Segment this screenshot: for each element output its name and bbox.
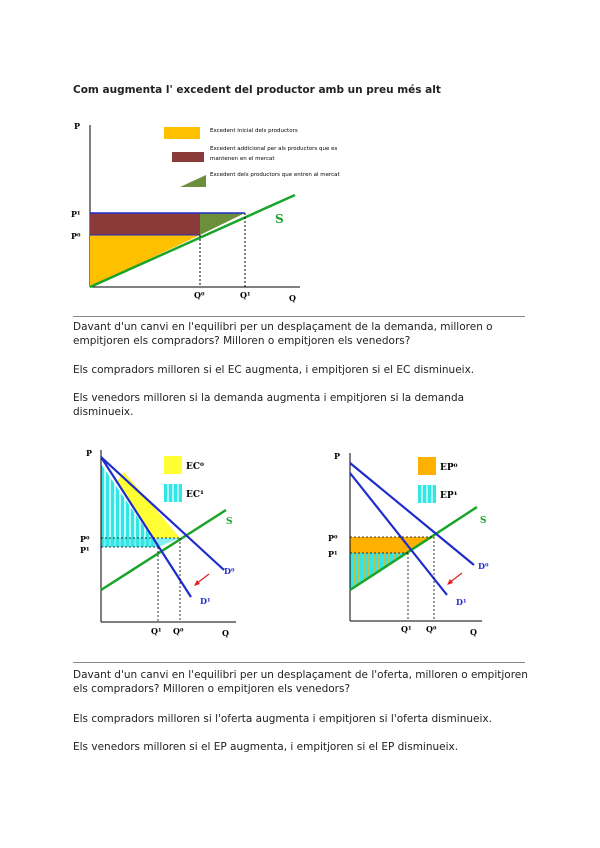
divider — [73, 316, 525, 317]
d1-label: D¹ — [456, 597, 467, 607]
axis-p-label: P — [74, 121, 81, 131]
d0-label: D⁰ — [478, 561, 489, 571]
section2-answer-sellers: Els venedors milloren si el EP augmenta, i empitjoren si el EP disminueix. — [73, 741, 459, 753]
legend-ec0: EC⁰ — [186, 462, 204, 472]
q1-label: Q¹ — [401, 624, 412, 634]
axis-p-label: P — [334, 451, 341, 461]
d0-label: D⁰ — [224, 566, 235, 576]
q0-label: Q⁰ — [426, 624, 437, 634]
p0-label: P⁰ — [328, 533, 338, 543]
q1-label: Q¹ — [151, 626, 162, 636]
new-producers-area — [200, 213, 245, 235]
p1-label: P¹ — [71, 209, 81, 219]
axis-q-label: Q — [470, 627, 477, 637]
q0-label: Q⁰ — [194, 290, 205, 300]
legend-additional-1: Excedent addicional per als productors que es — [210, 146, 338, 152]
section1-answer-sellers: Els venedors milloren si la demanda augmenta i empitjoren si la demanda disminueix. — [73, 392, 465, 418]
supply-label: S — [226, 517, 233, 527]
axis-q-label: Q — [222, 628, 229, 638]
legend-ep0: EP⁰ — [440, 463, 458, 473]
section1-answer-buyers: Els compradors milloren si el EC augmenta, i empitjoren si el EC disminueix. — [73, 364, 475, 376]
additional-surplus-area — [90, 213, 200, 235]
p1-label: P¹ — [80, 545, 90, 555]
p0-label: P⁰ — [80, 534, 90, 544]
legend-maroon-swatch — [172, 152, 204, 162]
page-title: Com augmenta l' excedent del productor amb un preu més alt — [73, 84, 441, 96]
supply-label: S — [480, 516, 487, 526]
legend-ec1: EC¹ — [186, 490, 204, 500]
supply-label: S — [275, 212, 284, 226]
d1-label: D¹ — [200, 596, 211, 606]
consumer-surplus-chart — [76, 442, 266, 640]
legend-initial: Excedent inicial dels productors — [210, 128, 298, 134]
section2-question: Davant d'un canvi en l'equilibri per un desplaçament de l'oferta, milloren o empitjoren els compradors? Milloren o empitjoren els venedors? — [73, 669, 528, 695]
legend-ep1-swatch — [418, 485, 436, 503]
axis-q-label: Q — [289, 293, 296, 303]
legend-ec0-swatch — [164, 456, 182, 474]
legend-ec1-swatch — [164, 484, 182, 502]
producer-surplus-chart — [60, 115, 380, 310]
section2-answer-buyers: Els compradors milloren si l'oferta augmenta i empitjoren si l'oferta disminueix. — [73, 713, 492, 725]
legend-new-producers: Excedent dels productors que entren al mercat — [210, 172, 340, 178]
divider — [73, 662, 525, 663]
p0-label: P⁰ — [71, 231, 81, 241]
q1-label: Q¹ — [240, 290, 251, 300]
axis-p-label: P — [86, 448, 93, 458]
legend-additional-2: mantenen en el mercat — [210, 156, 275, 162]
producer-surplus-shift-chart — [322, 445, 512, 640]
q0-label: Q⁰ — [173, 626, 184, 636]
section1-question: Davant d'un canvi en l'equilibri per un desplaçament de la demanda, milloren o empitjoren els compradors? Milloren o empitjoren els venedors? — [73, 321, 493, 347]
p1-label: P¹ — [328, 549, 338, 559]
legend-ep1: EP¹ — [440, 491, 458, 501]
legend-green-swatch — [180, 175, 206, 187]
ep0-area — [350, 537, 434, 553]
legend-ep0-swatch — [418, 457, 436, 475]
